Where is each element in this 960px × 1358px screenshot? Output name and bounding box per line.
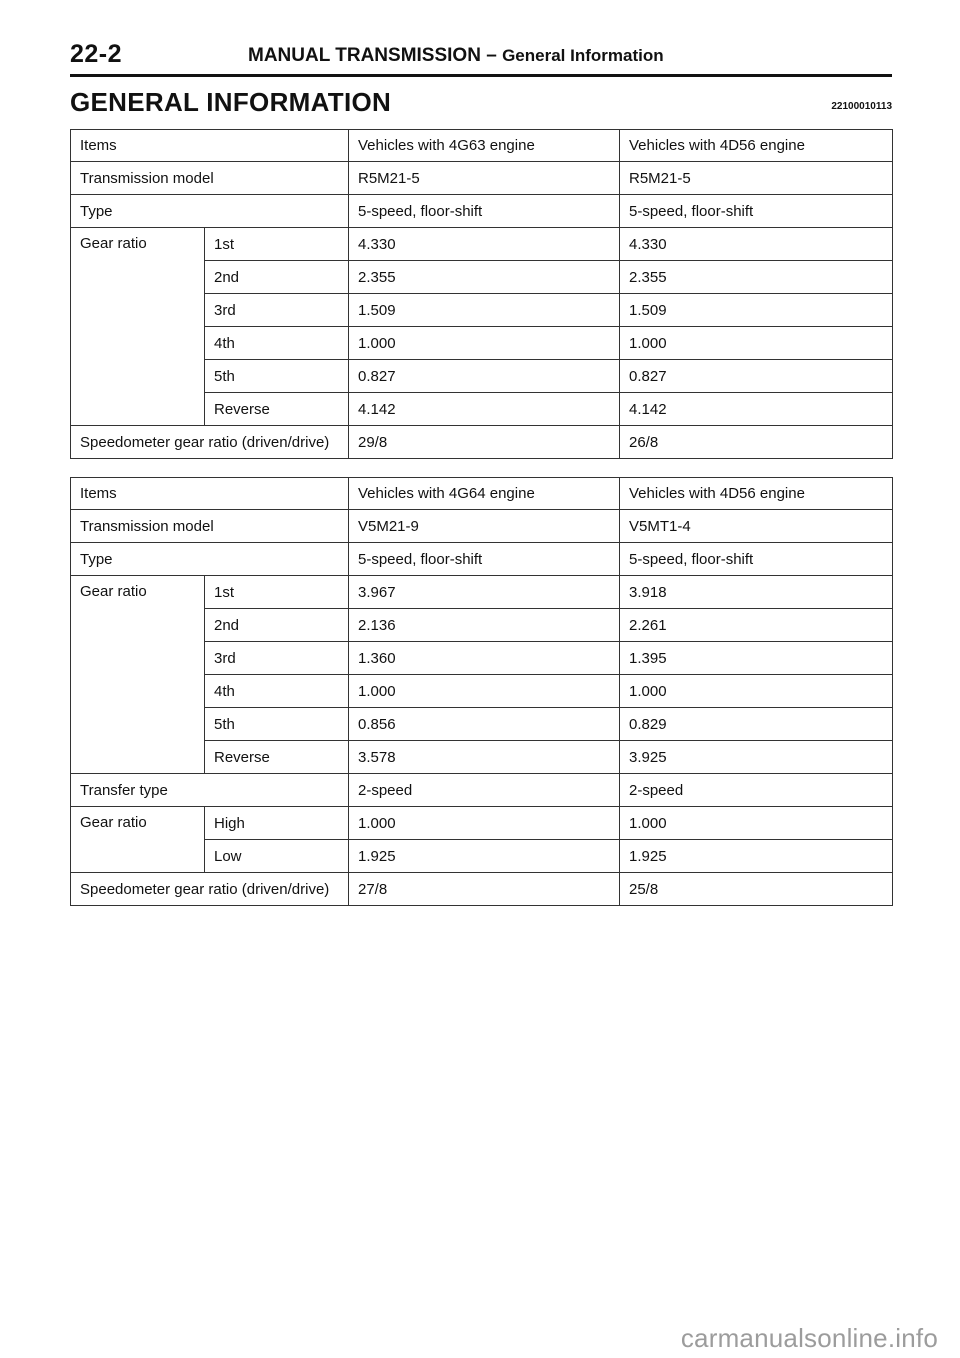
row-label: Transmission model [71, 510, 349, 543]
gear-label: 3rd [205, 642, 349, 675]
page-number: 22-2 [70, 40, 123, 68]
table-cell: 3.578 [349, 741, 620, 774]
table-cell: 2-speed [349, 774, 620, 807]
title-dash: – [486, 45, 497, 66]
section-title: GENERAL INFORMATION [70, 87, 392, 117]
table-row [71, 807, 893, 840]
table-row [71, 426, 893, 459]
table-row [71, 510, 893, 543]
running-title [248, 45, 664, 67]
gear-label: 1st [205, 576, 349, 609]
table-cell: 1.360 [349, 642, 620, 675]
table-cell: 3.967 [349, 576, 620, 609]
row-label: Speedometer gear ratio (driven/drive) [71, 426, 349, 459]
gear-label: 5th [205, 360, 349, 393]
header-cell: Items [71, 130, 349, 162]
table-cell: 1.000 [620, 675, 893, 708]
page-header [70, 36, 892, 77]
table-cell: 25/8 [620, 873, 893, 906]
table-cell: 2.136 [349, 609, 620, 642]
table-cell: 1.395 [620, 642, 893, 675]
row-label: Transmission model [71, 162, 349, 195]
table-cell: 4.330 [349, 228, 620, 261]
gear-label: 1st [205, 228, 349, 261]
row-label: Speedometer gear ratio (driven/drive) [71, 873, 349, 906]
table-row [71, 774, 893, 807]
table-row [71, 195, 893, 228]
spec-table-2 [70, 477, 893, 906]
table-cell: 3.925 [620, 741, 893, 774]
section-subtitle: General Information [502, 46, 664, 65]
table-cell: 1.925 [349, 840, 620, 873]
row-label: Gear ratio [71, 576, 205, 774]
table-cell: 1.000 [349, 675, 620, 708]
table-cell: V5M21-9 [349, 510, 620, 543]
gear-label: Reverse [205, 393, 349, 426]
header-cell: Vehicles with 4G63 engine [349, 130, 620, 162]
table-cell: 26/8 [620, 426, 893, 459]
table-header-row [71, 478, 893, 510]
gear-label: Low [205, 840, 349, 873]
table-cell: 0.856 [349, 708, 620, 741]
table-cell: 4.142 [620, 393, 893, 426]
gear-label: 4th [205, 327, 349, 360]
table-cell: 0.827 [620, 360, 893, 393]
row-label: Gear ratio [71, 228, 205, 426]
gear-label: 5th [205, 708, 349, 741]
gear-label: 3rd [205, 294, 349, 327]
header-cell: Items [71, 478, 349, 510]
table-header-row [71, 130, 893, 162]
table-cell: 3.918 [620, 576, 893, 609]
chapter-title: MANUAL TRANSMISSION [248, 45, 481, 66]
table-cell: R5M21-5 [620, 162, 893, 195]
header-cell: Vehicles with 4G64 engine [349, 478, 620, 510]
table-cell: 1.509 [620, 294, 893, 327]
table-cell: 5-speed, floor-shift [620, 195, 893, 228]
table-cell: 1.925 [620, 840, 893, 873]
table-cell: 5-speed, floor-shift [349, 543, 620, 576]
table-cell: 1.000 [349, 807, 620, 840]
table-cell: 4.330 [620, 228, 893, 261]
gear-label: 4th [205, 675, 349, 708]
table-cell: 5-speed, floor-shift [620, 543, 893, 576]
table-cell: 0.827 [349, 360, 620, 393]
table-cell: 1.509 [349, 294, 620, 327]
header-cell: Vehicles with 4D56 engine [620, 478, 893, 510]
table-cell: 29/8 [349, 426, 620, 459]
header-cell: Vehicles with 4D56 engine [620, 130, 893, 162]
table-cell: 1.000 [620, 327, 893, 360]
table-cell: 2.355 [349, 261, 620, 294]
table-row [71, 162, 893, 195]
spec-table-1 [70, 129, 893, 459]
gear-label: 2nd [205, 261, 349, 294]
table-cell: 0.829 [620, 708, 893, 741]
table-row [71, 543, 893, 576]
gear-label: Reverse [205, 741, 349, 774]
table-cell: 2-speed [620, 774, 893, 807]
watermark: carmanualsonline.info [680, 1323, 938, 1353]
row-label: Type [71, 543, 349, 576]
section-code: 22100010113 [831, 101, 892, 112]
gear-label: 2nd [205, 609, 349, 642]
table-cell: 2.261 [620, 609, 893, 642]
gear-label: High [205, 807, 349, 840]
table-row [71, 576, 893, 609]
row-label: Gear ratio [71, 807, 205, 873]
table-cell: R5M21-5 [349, 162, 620, 195]
table-cell: 5-speed, floor-shift [349, 195, 620, 228]
row-label: Type [71, 195, 349, 228]
table-cell: 1.000 [349, 327, 620, 360]
table-cell: 27/8 [349, 873, 620, 906]
table-cell: 2.355 [620, 261, 893, 294]
table-cell: 4.142 [349, 393, 620, 426]
table-cell: 1.000 [620, 807, 893, 840]
table-cell: V5MT1-4 [620, 510, 893, 543]
table-row [71, 228, 893, 261]
table-row [71, 873, 893, 906]
row-label: Transfer type [71, 774, 349, 807]
